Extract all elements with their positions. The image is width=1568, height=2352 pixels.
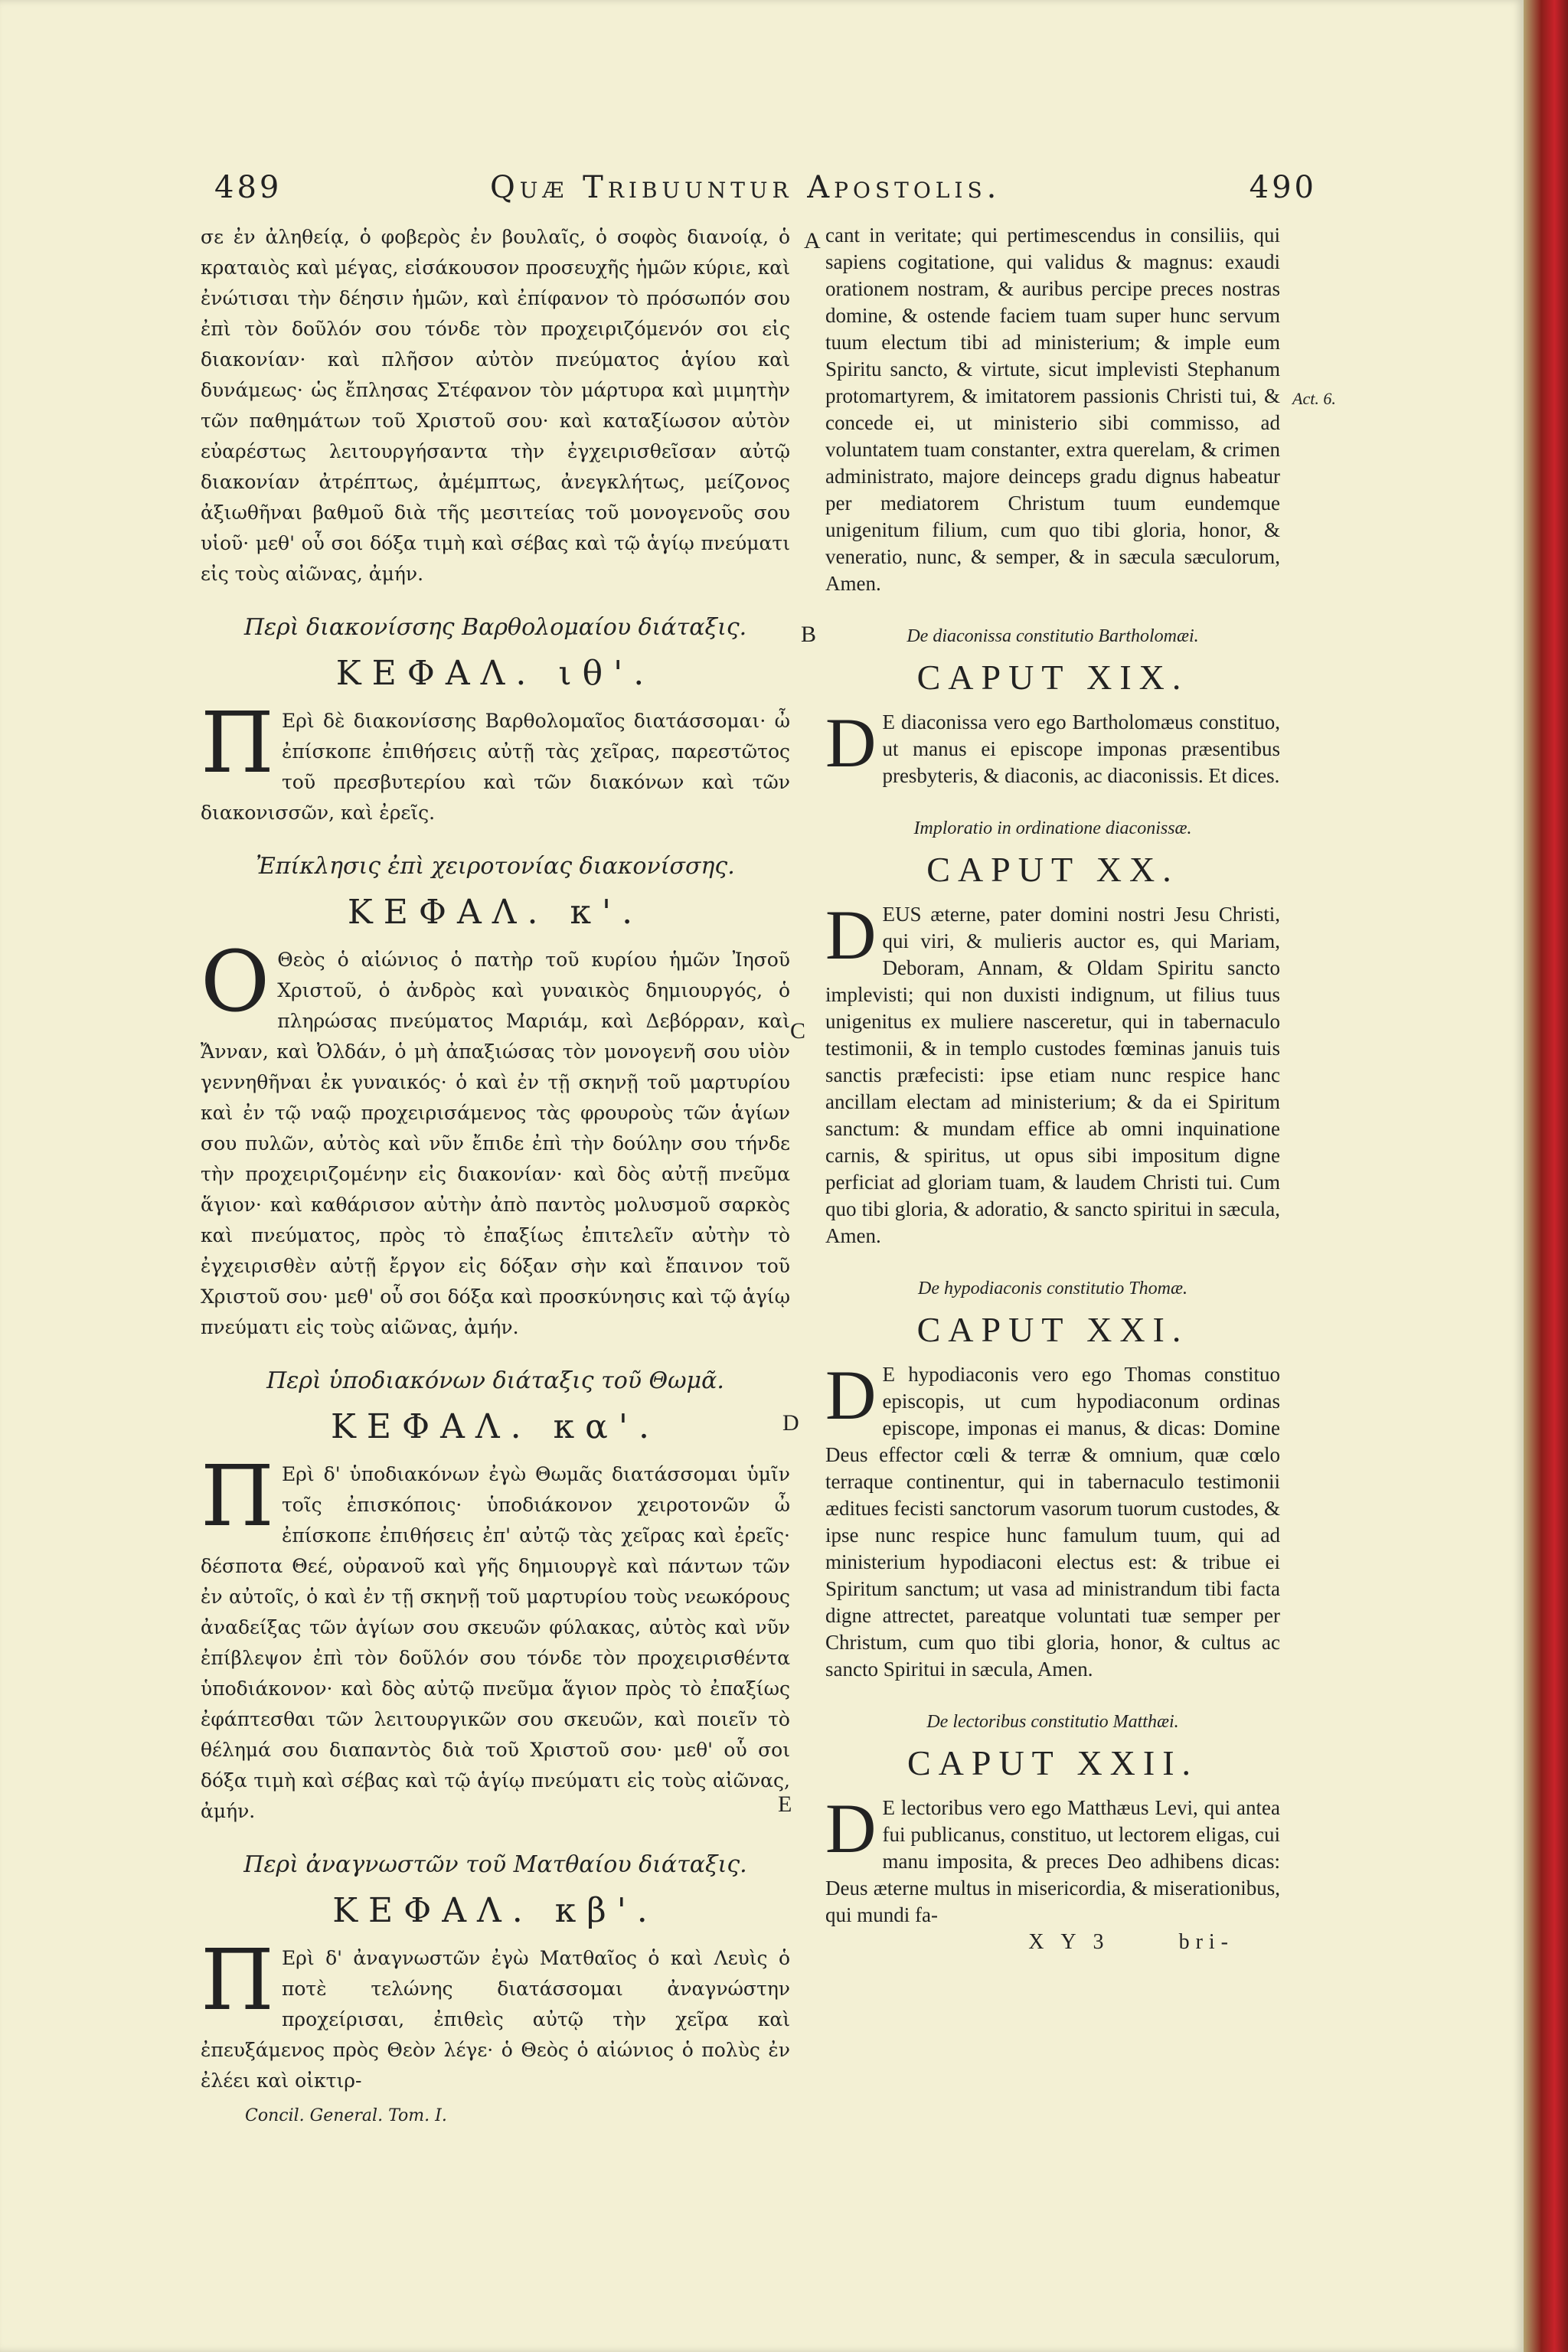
latin-section-title-20: Imploratio in ordinatione diaconissæ. [913,818,1192,838]
latin-chapter-heading-19: CAPUT XIX. [916,658,1189,697]
drop-cap: D [825,896,877,974]
margin-letter-e: E [778,1792,792,1817]
page-number-left: 489 [214,170,283,205]
latin-paragraph-20 [825,896,1280,1250]
greek-paragraph-19 [201,694,790,828]
greek-section-title-22: Περὶ ἀναγνωστῶν τοῦ Ματθαίου διάταξις. [243,1851,747,1878]
greek-section-title-19: Περὶ διακονίσσης Βαρθολομαίου διάταξις. [243,614,747,641]
latin-chapter-heading-20: CAPUT XX. [926,850,1179,889]
drop-cap: Ο [201,933,270,1031]
greek-paragraph-20 [201,933,790,1343]
greek-chapter-heading-20: ΚΕΦΑΛ. κ'. [347,893,644,932]
greek-text-20: Θεὸς ὁ αἰώνιος ὁ πατὴρ τοῦ κυρίου ἡμῶν Ἰησοῦ Χριστοῦ, ὁ ἀνδρὸς καὶ γυναικὸς δημιουργός, ὁ πληρώσας πνεύματος Μαριάμ, καὶ Δεβόρραν, καὶ Ἄνναν, καὶ Ὀλδάν, ὁ μὴ ἀπαξιώσας τὸν μονογενῆ σου υἱὸν γεννηθῆναι ἐκ γυναικός· ὁ καὶ ἐν τῇ σκηνῇ τοῦ μαρτυρίου καὶ ἐν τῷ ναῷ προχειρισάμενος τὰς φρουροὺς τῶν ἁγίων σου πυλῶν, αὐτὸς καὶ νῦν ἔπιδε ἐπὶ τὴν δούλην σου τήνδε τὴν προχειριζομένην εἰς διακονίαν· καὶ δὸς αὐτῇ πνεῦμα ἅγιον· καὶ καθάρισον αὐτὴν ἀπὸ παντὸς μολυσμοῦ σαρκὸς καὶ πνεύματος, πρὸς τὸ ἐπαξίως ἐπιτελεῖν αὐτὴν τὸ ἐγχειρισθὲν αὐτῇ ἔργον εἰς δόξαν σὴν καὶ ἔπαινον τοῦ Χριστοῦ σου· μεθ' οὗ σοι δόξα καὶ προσκύνησις καὶ τῷ ἁγίῳ πνεύματι εἰς τοὺς αἰῶνας, ἀμήν. [201,949,790,1338]
drop-cap: D [825,1789,877,1867]
latin-intro-text: cant in veritate; qui pertimescendus in consiliis, qui sapiens cogitatione, qui validus & magnus: exaudi orationem nostram, & auribus percipe preces nostras domine, & ostende faciem tuam super hunc servum tuum electum tibi ad ministerium; & imple eum Spiritu sancto, & virtute, sicut implevisti Stephanum protomartyrem, & imitatorem passionis Christi tui, & concede ei, ut ministerio sibi commisso, ad voluntatem tuam constanter, extra querelam, & crimen administrato, majore deinceps gradu dignus habeatur per mediatorem Christum tuum eundemque unigenitum filium, cum quo tibi gloria, honor, & veneratio, nunc, & semper, & in sæcula sæculorum, Amen. [825,224,1280,595]
page-edge-binding [1524,0,1568,2352]
latin-paragraph-21 [825,1356,1280,1683]
latin-section-title-22: De lectoribus constitutio Matthæi. [926,1712,1179,1732]
greek-column [201,222,790,2132]
latin-text-20: EUS æterne, pater domini nostri Jesu Christi, qui viri, & mulieris auctor es, qui Mariam, Deboram, Annam, & Oldam Spiritu sancto implevisti; qui non duxisti indignum, ut filius tuus unigenitus ex muliere nasceretur, qui in tabernaculo testimonii, & in templo custodes fœminas januis tuis sanctis præfecisti: ipse etiam nunc respice hanc ancillam electam ad ministerium; & da ei Spiritum sanctum: & mundam effice ab omni inquinatione carnis, & spiritus, ut opus sibi impositum digne perficiat ad gloriam tuam, & laudem Christi tui. Cum quo tibi gloria, & adoratio, & sancto spiritui in sæcula, Amen. [825,903,1280,1247]
greek-text-22: Ερὶ δ' ἀναγνωστῶν ἐγὼ Ματθαῖος ὁ καὶ Λευὶς ὁ ποτὲ τελώνης διατάσσομαι ἀναγνώστην προχείρισαι, ἐπιθεὶς αὐτῷ τὴν χεῖρα καὶ ἐπευξάμενος πρὸς Θεὸν λέγε· ὁ Θεὸς ὁ αἰώνιος ὁ πολὺς ἐν ἐλέει καὶ οἰκτιρ- [201,1947,790,2092]
latin-paragraph-19 [825,704,1280,789]
latin-text-21: E hypodiaconis vero ego Thomas constituo episcopis, ut cum hypodiaconum ordinas episcope, imponas ei manus, & dicas: Domine Deus effector cœli & terræ & omnium, quæ cœlo terraque continentur, qui in tabernaculo testimonii æditues fecisti sanctorum vasorum tuorum custodes, & ipse nunc respice hunc famulum tuum, qui ad ministerium hypodiaconi electus est: & tribue ei Spiritum sanctum; ut vasa ad ministrandum tibi facta digne attrectet, pareatque voluntati tuæ semper per Christum, cum quo tibi gloria, honor, & cultus ac sancto Spiritui in sæcula, Amen. [825,1363,1280,1681]
latin-paragraph-22 [825,1789,1280,1929]
drop-cap: Π [201,694,274,792]
page-number-right: 490 [1249,170,1317,205]
catchword: bri- [1178,1930,1234,1954]
latin-text-22: E lectoribus vero ego Matthæus Levi, qui antea fui publicanus, constituo, ut lectorem eligas, cui manu imposita, & preces Deo adhibens dicas: Deus æterne multus in misericordia, & miserationibus, qui mundi fa- [825,1796,1280,1926]
latin-section-title-19: De diaconissa constitutio Bartholomæi. [906,626,1199,646]
greek-section-title-21: Περὶ ὑποδιακόνων διάταξις τοῦ Θωμᾶ. [266,1367,724,1394]
greek-intro-text: σε ἐν ἀληθείᾳ, ὁ φοβερὸς ἐν βουλαῖς, ὁ σοφὸς διανοίᾳ, ὁ κραταιὸς καὶ μέγας, εἰσάκουσον προσευχῆς ἡμῶν κύριε, καὶ ἐνώτισαι τὴν δέησιν ἡμῶν, καὶ ἐπίφανον τὸ πρόσωπόν σου ἐπὶ τὸν δοῦλόν σου τόνδε τὸν προχειριζόμενόν σοι εἰς διακονίαν· καὶ πλῆσον αὐτὸν πνεύματος ἁγίου καὶ δυνάμεως· ὡς ἔπλησας Στέφανον τὸν μάρτυρα καὶ μιμητὴν τῶν παθημάτων τοῦ Χριστοῦ σου· καὶ καταξίωσον αὐτὸν εὐαρέστως λειτουργήσαντα τὴν ἐγχειρισθεῖσαν αὐτῷ διακονίαν ἀτρέπτως, ἀμέμπτως, ἀνεγκλήτως, μείζονος ἀξιωθῆναι βαθμοῦ διὰ τῆς μεσιτείας τοῦ μονογενοῦς σου υἱοῦ· μεθ' οὗ σοι δόξα τιμὴ καὶ σέβας καὶ τῷ ἁγίῳ πνεύματι εἰς τοὺς αἰῶνας, ἀμήν. [201,226,790,585]
greek-text-21: Ερὶ δ' ὑποδιακόνων ἐγὼ Θωμᾶς διατάσσομαι ὑμῖν τοῖς ἐπισκόποις· ὑποδιάκονον χειροτονῶν ὦ ἐπίσκοπε ἐπιθήσεις ἐπ' αὐτῷ τὰς χεῖρας καὶ ἐρεῖς· δέσποτα Θεέ, οὐρανοῦ καὶ γῆς δημιουργὲ καὶ πάντων τῶν ἐν αὐτοῖς, ὁ καὶ ἐν τῇ σκηνῇ τοῦ μαρτυρίου τοὺς νεωκόρους ἀναδείξας τῶν ἁγίων σου σκευῶν φύλακας, αὐτὸς καὶ νῦν ἐπίβλεψον ἐπὶ τὸν δοῦλόν σου τόνδε τὸν προχειρισθέντα ὑποδιάκονον· καὶ δὸς αὐτῷ πνεῦμα ἅγιον πρὸς τὸ ἐπαξίως ἐφάπτεσθαι τῶν λειτουργικῶν σου σκευῶν, καὶ ποιεῖν τὸ θέλημά σου διαπαντὸς διὰ τοῦ Χριστοῦ σου· μεθ' οὗ σοι δόξα τιμὴ καὶ σέβας καὶ τῷ ἁγίῳ πνεύματι εἰς τοὺς αἰῶνας, ἀμήν. [201,1463,790,1822]
greek-chapter-heading-22: ΚΕΦΑΛ. κβ'. [332,1891,658,1930]
latin-section-title-21: De hypodiaconis constitutio Thomæ. [918,1279,1187,1298]
greek-section-title-20: Ἐπίκλησις ἐπὶ χειροτονίας διακονίσσης. [256,853,735,880]
latin-chapter-heading-22: CAPUT XXII. [906,1743,1199,1782]
greek-chapter-heading-19: ΚΕΦΑΛ. ιθ'. [335,654,655,693]
greek-paragraph-22 [201,1931,790,2096]
drop-cap: D [825,1356,877,1434]
signature-mark [825,1929,1234,1955]
greek-chapter-heading-21: ΚΕΦΑΛ. κα'. [331,1407,660,1446]
latin-chapter-heading-21: CAPUT XXI. [916,1310,1189,1349]
drop-cap: Π [201,1931,274,2029]
greek-text-19: Ερὶ δὲ διακονίσσης Βαρθολομαῖος διατάσσομαι· ὦ ἐπίσκοπε ἐπιθήσεις αὐτῇ τὰς χεῖρας, παρεστῶτος τοῦ πρεσβυτερίου καὶ τῶν διακόνων καὶ τῶν διακονισσῶν, καὶ ἐρεῖς. [201,710,790,824]
latin-column [825,222,1280,1955]
latin-text-19: E diaconissa vero ego Bartholomæus constituo, ut manus ei episcope imponas præsentibus presbyteris, & diaconis, ac diaconissis. Et dices. [882,710,1280,787]
drop-cap: Π [201,1447,274,1545]
greek-paragraph-21 [201,1447,790,1827]
margin-letter-b: B [801,622,817,647]
margin-letter-c: C [790,1018,806,1044]
margin-note: Act. 6. [1292,389,1336,408]
footer-note: Concil. General. Tom. I. [245,2106,447,2125]
margin-letter-d: D [782,1410,799,1436]
running-title: Quæ Tribuuntur Apostolis. [490,170,1001,205]
signature-text: X Y 3 [1028,1930,1110,1954]
drop-cap: D [825,704,877,782]
margin-letter-a: A [804,228,821,253]
running-head [214,170,1317,216]
